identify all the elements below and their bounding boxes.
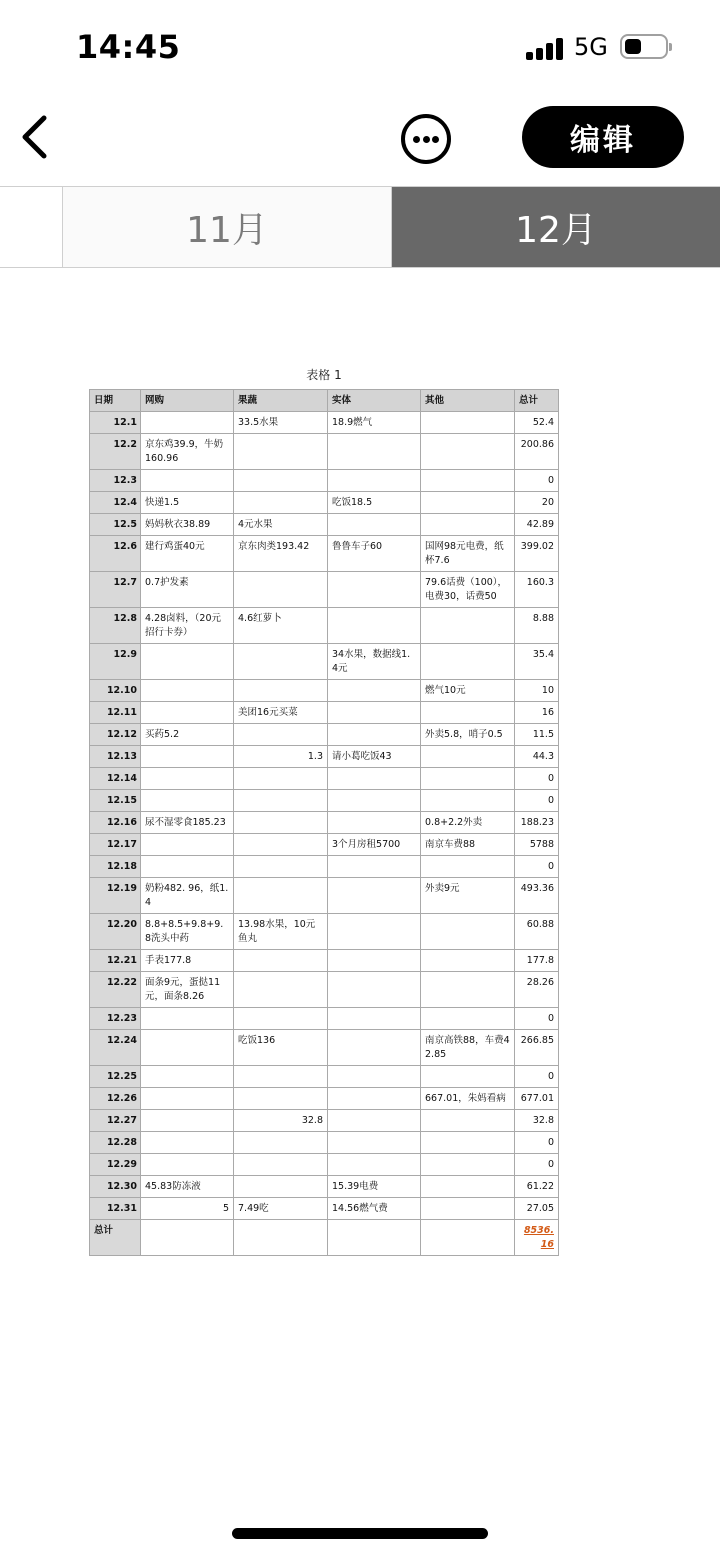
other-cell[interactable]: [421, 644, 515, 680]
date-cell[interactable]: 12.8: [90, 608, 141, 644]
other-cell[interactable]: [421, 914, 515, 950]
online-cell[interactable]: 45.83防冻液: [141, 1176, 234, 1198]
online-cell[interactable]: [141, 680, 234, 702]
online-cell[interactable]: 建行鸡蛋40元: [141, 536, 234, 572]
produce-cell[interactable]: 4元水果: [234, 514, 328, 536]
store-cell[interactable]: [328, 470, 421, 492]
table-row: [90, 1088, 559, 1110]
store-cell[interactable]: 18.9燃气: [328, 412, 421, 434]
other-cell[interactable]: 南京高铁88，车费42.85: [421, 1030, 515, 1066]
online-cell[interactable]: [141, 790, 234, 812]
store-cell[interactable]: [328, 790, 421, 812]
date-cell[interactable]: 12.21: [90, 950, 141, 972]
total-cell[interactable]: 188.23: [515, 812, 559, 834]
produce-cell[interactable]: [234, 768, 328, 790]
other-cell[interactable]: [421, 412, 515, 434]
tab-december[interactable]: 12月: [392, 187, 720, 267]
other-cell[interactable]: [421, 514, 515, 536]
date-cell[interactable]: 12.22: [90, 972, 141, 1008]
produce-cell[interactable]: [234, 1154, 328, 1176]
store-cell[interactable]: [328, 812, 421, 834]
produce-cell[interactable]: [234, 1132, 328, 1154]
online-cell[interactable]: [141, 1030, 234, 1066]
produce-cell[interactable]: [234, 1066, 328, 1088]
produce-cell[interactable]: 1.3: [234, 746, 328, 768]
store-cell[interactable]: [328, 972, 421, 1008]
network-type: 5G: [574, 33, 608, 61]
total-cell[interactable]: 0: [515, 1008, 559, 1030]
store-cell[interactable]: [328, 1132, 421, 1154]
other-cell[interactable]: [421, 746, 515, 768]
other-cell[interactable]: 79.6话费（100），电费30，话费50: [421, 572, 515, 608]
total-cell[interactable]: 177.8: [515, 950, 559, 972]
store-cell[interactable]: 吃饭18.5: [328, 492, 421, 514]
date-cell[interactable]: 12.24: [90, 1030, 141, 1066]
date-cell[interactable]: 12.4: [90, 492, 141, 514]
online-cell[interactable]: [141, 834, 234, 856]
produce-cell[interactable]: [234, 878, 328, 914]
produce-cell[interactable]: [234, 724, 328, 746]
total-cell[interactable]: 0: [515, 856, 559, 878]
date-cell[interactable]: 12.5: [90, 514, 141, 536]
produce-cell[interactable]: 吃饭136: [234, 1030, 328, 1066]
other-cell[interactable]: [421, 434, 515, 470]
table-row: [90, 1066, 559, 1088]
store-cell[interactable]: 鲁鲁车子60: [328, 536, 421, 572]
produce-cell[interactable]: [234, 812, 328, 834]
table-row: [90, 608, 559, 644]
total-cell[interactable]: 266.85: [515, 1030, 559, 1066]
other-cell[interactable]: [421, 1198, 515, 1220]
table-title: 表格 1: [306, 368, 342, 382]
date-cell[interactable]: 12.31: [90, 1198, 141, 1220]
store-cell[interactable]: [328, 608, 421, 644]
online-cell[interactable]: 5: [141, 1198, 234, 1220]
store-cell[interactable]: 请小葛吃饭43: [328, 746, 421, 768]
battery-icon: [620, 34, 668, 59]
online-cell[interactable]: [141, 1154, 234, 1176]
table-row: [90, 746, 559, 768]
date-cell[interactable]: 12.3: [90, 470, 141, 492]
table-row: [90, 680, 559, 702]
other-cell[interactable]: [421, 790, 515, 812]
total-cell[interactable]: 28.26: [515, 972, 559, 1008]
produce-cell[interactable]: [234, 470, 328, 492]
date-cell[interactable]: 12.25: [90, 1066, 141, 1088]
produce-cell[interactable]: [234, 572, 328, 608]
online-cell[interactable]: [141, 470, 234, 492]
table-row: [90, 1154, 559, 1176]
total-cell[interactable]: 200.86: [515, 434, 559, 470]
online-cell[interactable]: 面条9元，蛋挞11元，面条8.26: [141, 972, 234, 1008]
produce-cell[interactable]: [234, 434, 328, 470]
total-cell[interactable]: 35.4: [515, 644, 559, 680]
total-cell[interactable]: 5788: [515, 834, 559, 856]
produce-cell[interactable]: [234, 680, 328, 702]
online-cell[interactable]: [141, 1066, 234, 1088]
online-cell[interactable]: 0.7护发素: [141, 572, 234, 608]
date-cell[interactable]: 12.14: [90, 768, 141, 790]
header-produce: 果蔬: [234, 390, 328, 412]
cell: [328, 1220, 421, 1256]
status-time: 14:45: [76, 28, 181, 66]
table-row: [90, 536, 559, 572]
online-cell[interactable]: [141, 1132, 234, 1154]
online-cell[interactable]: 尿不湿零食185.23: [141, 812, 234, 834]
store-cell[interactable]: [328, 514, 421, 536]
other-cell[interactable]: [421, 1154, 515, 1176]
store-cell[interactable]: 3个月房租5700: [328, 834, 421, 856]
table-row: [90, 572, 559, 608]
cell: [421, 1220, 515, 1256]
produce-cell[interactable]: [234, 972, 328, 1008]
other-cell[interactable]: 国网98元电费，纸杯7.6: [421, 536, 515, 572]
other-cell[interactable]: [421, 950, 515, 972]
other-cell[interactable]: [421, 1176, 515, 1198]
store-cell[interactable]: [328, 680, 421, 702]
produce-cell[interactable]: [234, 856, 328, 878]
table-row: [90, 434, 559, 470]
store-cell[interactable]: 14.56燃气费: [328, 1198, 421, 1220]
online-cell[interactable]: [141, 1008, 234, 1030]
date-cell[interactable]: 12.12: [90, 724, 141, 746]
store-cell[interactable]: [328, 856, 421, 878]
total-row: [90, 1220, 559, 1256]
total-cell[interactable]: 0: [515, 470, 559, 492]
produce-cell[interactable]: [234, 834, 328, 856]
online-cell[interactable]: [141, 768, 234, 790]
total-cell[interactable]: 60.88: [515, 914, 559, 950]
table-row: [90, 470, 559, 492]
other-cell[interactable]: [421, 1066, 515, 1088]
table-row: [90, 768, 559, 790]
date-cell[interactable]: 12.2: [90, 434, 141, 470]
produce-cell[interactable]: [234, 644, 328, 680]
produce-cell[interactable]: 京东肉类193.42: [234, 536, 328, 572]
home-indicator[interactable]: [232, 1528, 488, 1539]
store-cell[interactable]: [328, 702, 421, 724]
other-cell[interactable]: [421, 1008, 515, 1030]
produce-cell[interactable]: [234, 492, 328, 514]
date-cell[interactable]: 12.23: [90, 1008, 141, 1030]
table-row: [90, 492, 559, 514]
back-icon[interactable]: [14, 112, 64, 162]
table-row: [90, 972, 559, 1008]
grand-total-cell: [515, 1220, 559, 1256]
table-row: [90, 724, 559, 746]
total-cell[interactable]: 493.36: [515, 878, 559, 914]
table-row: [90, 950, 559, 972]
other-cell[interactable]: [421, 492, 515, 514]
produce-cell[interactable]: [234, 1176, 328, 1198]
online-cell[interactable]: [141, 1110, 234, 1132]
total-cell[interactable]: 10: [515, 680, 559, 702]
table-row: [90, 702, 559, 724]
header-online: 网购: [141, 390, 234, 412]
total-cell[interactable]: 11.5: [515, 724, 559, 746]
total-cell[interactable]: 8.88: [515, 608, 559, 644]
tab-november[interactable]: 11月: [63, 187, 392, 267]
header-date: 日期: [90, 390, 141, 412]
date-cell[interactable]: 12.27: [90, 1110, 141, 1132]
table-row: [90, 1176, 559, 1198]
header-row: [90, 390, 559, 412]
store-cell[interactable]: [328, 914, 421, 950]
total-cell[interactable]: 16: [515, 702, 559, 724]
total-cell[interactable]: 32.8: [515, 1110, 559, 1132]
header-total: 总计: [515, 390, 559, 412]
produce-cell[interactable]: 7.49吃: [234, 1198, 328, 1220]
total-cell[interactable]: 0: [515, 1154, 559, 1176]
table-row: [90, 514, 559, 536]
online-cell[interactable]: [141, 856, 234, 878]
expense-table: [89, 389, 559, 1256]
store-cell[interactable]: [328, 434, 421, 470]
produce-cell[interactable]: 美团16元买菜: [234, 702, 328, 724]
table-row: [90, 856, 559, 878]
store-cell[interactable]: [328, 724, 421, 746]
table-row: [90, 878, 559, 914]
produce-cell[interactable]: [234, 790, 328, 812]
date-cell[interactable]: 12.20: [90, 914, 141, 950]
date-cell[interactable]: 12.29: [90, 1154, 141, 1176]
online-cell[interactable]: 奶粉482. 96，纸1.4: [141, 878, 234, 914]
store-cell[interactable]: [328, 1154, 421, 1176]
date-cell[interactable]: 12.1: [90, 412, 141, 434]
other-cell[interactable]: 0.8+2.2外卖: [421, 812, 515, 834]
table-row: [90, 790, 559, 812]
grand-total: 8536.16: [523, 1225, 554, 1250]
date-cell[interactable]: 12.17: [90, 834, 141, 856]
date-cell[interactable]: 12.10: [90, 680, 141, 702]
produce-cell[interactable]: 4.6红萝卜: [234, 608, 328, 644]
online-cell[interactable]: [141, 1088, 234, 1110]
online-cell[interactable]: 4.28卤料，（20元招行卡券）: [141, 608, 234, 644]
produce-cell[interactable]: [234, 950, 328, 972]
total-cell[interactable]: 399.02: [515, 536, 559, 572]
tab-spacer: [0, 187, 63, 267]
other-cell[interactable]: [421, 768, 515, 790]
date-cell[interactable]: 12.16: [90, 812, 141, 834]
table-row: [90, 1132, 559, 1154]
store-cell[interactable]: [328, 768, 421, 790]
store-cell[interactable]: [328, 878, 421, 914]
total-cell[interactable]: 20: [515, 492, 559, 514]
total-cell[interactable]: 0: [515, 790, 559, 812]
edit-button[interactable]: 编辑: [522, 106, 684, 168]
other-cell[interactable]: 外卖9元: [421, 878, 515, 914]
table-row: [90, 812, 559, 834]
produce-cell[interactable]: [234, 1088, 328, 1110]
produce-cell[interactable]: 32.8: [234, 1110, 328, 1132]
total-cell[interactable]: 0: [515, 1132, 559, 1154]
total-label: 总计: [90, 1220, 141, 1256]
online-cell[interactable]: 8.8+8.5+9.8+9.8洗头中药: [141, 914, 234, 950]
date-cell[interactable]: 12.6: [90, 536, 141, 572]
header-other: 其他: [421, 390, 515, 412]
other-cell[interactable]: [421, 1132, 515, 1154]
cell: [234, 1220, 328, 1256]
total-cell[interactable]: 52.4: [515, 412, 559, 434]
signal-icon: [526, 38, 564, 60]
other-cell[interactable]: [421, 856, 515, 878]
online-cell[interactable]: [141, 702, 234, 724]
store-cell[interactable]: [328, 1030, 421, 1066]
total-cell[interactable]: 42.89: [515, 514, 559, 536]
online-cell[interactable]: 京东鸡39.9，牛奶160.96: [141, 434, 234, 470]
other-cell[interactable]: [421, 1110, 515, 1132]
date-cell[interactable]: 12.18: [90, 856, 141, 878]
other-cell[interactable]: [421, 702, 515, 724]
table-row: [90, 1008, 559, 1030]
store-cell[interactable]: [328, 572, 421, 608]
other-cell[interactable]: 南京车费88: [421, 834, 515, 856]
table-row: [90, 834, 559, 856]
online-cell[interactable]: 手表177.8: [141, 950, 234, 972]
store-cell[interactable]: 34水果，数据线1.4元: [328, 644, 421, 680]
other-cell[interactable]: [421, 972, 515, 1008]
produce-cell[interactable]: 13.98水果，10元鱼丸: [234, 914, 328, 950]
date-cell[interactable]: 12.13: [90, 746, 141, 768]
date-cell[interactable]: 12.9: [90, 644, 141, 680]
other-cell[interactable]: 燃气10元: [421, 680, 515, 702]
store-cell[interactable]: 15.39电费: [328, 1176, 421, 1198]
store-cell[interactable]: [328, 1088, 421, 1110]
header-store: 实体: [328, 390, 421, 412]
online-cell[interactable]: [141, 412, 234, 434]
date-cell[interactable]: 12.7: [90, 572, 141, 608]
store-cell[interactable]: [328, 1110, 421, 1132]
store-cell[interactable]: [328, 950, 421, 972]
table-row: [90, 1198, 559, 1220]
total-cell[interactable]: 27.05: [515, 1198, 559, 1220]
online-cell[interactable]: [141, 746, 234, 768]
date-cell[interactable]: 12.11: [90, 702, 141, 724]
total-cell[interactable]: 0: [515, 768, 559, 790]
total-cell[interactable]: 44.3: [515, 746, 559, 768]
table-row: [90, 914, 559, 950]
other-cell[interactable]: 667.01，朱妈看病: [421, 1088, 515, 1110]
other-cell[interactable]: 外卖5.8，哨子0.5: [421, 724, 515, 746]
total-cell[interactable]: 61.22: [515, 1176, 559, 1198]
date-cell[interactable]: 12.19: [90, 878, 141, 914]
online-cell[interactable]: 妈妈秋衣38.89: [141, 514, 234, 536]
produce-cell[interactable]: [234, 1008, 328, 1030]
other-cell[interactable]: [421, 608, 515, 644]
date-cell[interactable]: 12.28: [90, 1132, 141, 1154]
online-cell[interactable]: 快递1.5: [141, 492, 234, 514]
total-cell[interactable]: 0: [515, 1066, 559, 1088]
table-row: [90, 1110, 559, 1132]
cell: [141, 1220, 234, 1256]
online-cell[interactable]: 买药5.2: [141, 724, 234, 746]
other-cell[interactable]: [421, 470, 515, 492]
online-cell[interactable]: [141, 644, 234, 680]
date-cell[interactable]: 12.30: [90, 1176, 141, 1198]
table-row: [90, 412, 559, 434]
total-cell[interactable]: 160.3: [515, 572, 559, 608]
store-cell[interactable]: [328, 1008, 421, 1030]
sheet-tabs: [0, 186, 720, 268]
date-cell[interactable]: 12.26: [90, 1088, 141, 1110]
more-options-icon[interactable]: [401, 114, 451, 164]
produce-cell[interactable]: 33.5水果: [234, 412, 328, 434]
date-cell[interactable]: 12.15: [90, 790, 141, 812]
table-row: [90, 644, 559, 680]
total-cell[interactable]: 677.01: [515, 1088, 559, 1110]
store-cell[interactable]: [328, 1066, 421, 1088]
table-row: [90, 1030, 559, 1066]
